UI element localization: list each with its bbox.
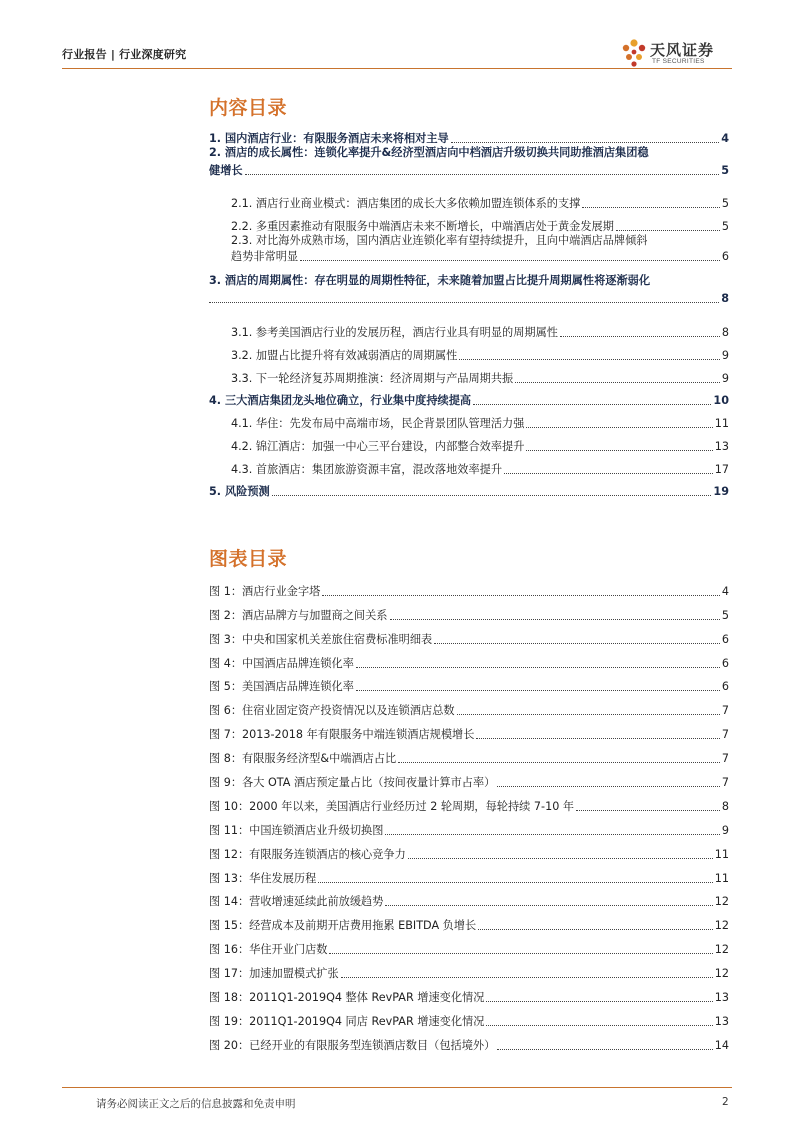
figure-entry[interactable] xyxy=(209,766,729,790)
figure-entry-label: 图 14：营收增速延续此前放缓趋势 xyxy=(209,895,384,909)
toc-entry[interactable] xyxy=(209,234,729,274)
toc-entry[interactable] xyxy=(209,274,729,317)
figure-entry-page: 5 xyxy=(721,608,729,622)
figure-entry-label: 图 5：美国酒店品牌连锁化率 xyxy=(209,680,354,694)
figure-entry-page: 11 xyxy=(714,847,729,861)
figure-entry-page: 7 xyxy=(721,776,729,790)
toc-entry[interactable]: 3.1. 参考美国酒店行业的发展历程，酒店行业具有明显的周期属性 8 xyxy=(231,326,729,339)
toc-entry-page: 6 xyxy=(721,250,729,263)
figures-title: 图表目录 xyxy=(209,548,288,570)
toc-entry-page: 8 xyxy=(721,326,729,339)
figure-entry[interactable] xyxy=(209,1005,729,1029)
logo-name: 天风证券 xyxy=(650,41,715,59)
figure-entry-page: 6 xyxy=(721,680,729,694)
header-divider xyxy=(62,68,732,69)
figure-entry[interactable] xyxy=(209,790,729,814)
figure-entry[interactable] xyxy=(209,933,729,957)
figure-entry-page: 7 xyxy=(721,704,729,718)
figure-entry[interactable] xyxy=(209,575,729,599)
toc-entry-label: 酒店行业商业模式：酒店集团的成长大多依赖加盟连锁体系的支撑 xyxy=(255,197,581,210)
figure-entry-page: 6 xyxy=(721,656,729,670)
toc-entry[interactable]: 5. 风险预测 19 xyxy=(209,485,729,498)
toc-entry-label-cont: 趋势非常明显 xyxy=(231,250,299,263)
company-logo xyxy=(620,36,732,70)
figure-entry-page: 8 xyxy=(721,799,729,813)
figure-entry[interactable] xyxy=(209,718,729,742)
toc-entry-page: 9 xyxy=(721,349,729,362)
figure-entry[interactable] xyxy=(209,647,729,671)
figure-entry-label: 图 3：中央和国家机关差旅住宿费标准明细表 xyxy=(209,632,433,646)
toc-entry-label: 加盟占比提升将有效减弱酒店的周期属性 xyxy=(255,349,458,362)
toc-entry-label-cont: 健增长 xyxy=(209,164,243,177)
figure-entry-page: 13 xyxy=(714,1014,729,1028)
toc-list xyxy=(209,124,729,499)
figure-entry-page: 7 xyxy=(721,752,729,766)
figure-entry-page: 12 xyxy=(714,895,729,909)
figure-entry-page: 6 xyxy=(721,632,729,646)
figure-entry-label: 图 19：2011Q1-2019Q4 同店 RevPAR 增速变化情况 xyxy=(209,1014,485,1028)
toc-entry-page: 19 xyxy=(713,485,729,498)
footer-disclaimer: 请务必阅读正文之后的信息披露和免责申明 xyxy=(96,1098,296,1110)
figure-entry[interactable] xyxy=(209,981,729,1005)
logo-flower-icon xyxy=(620,38,648,68)
toc-entry[interactable]: 3.3. 下一轮经济复苏周期推演：经济周期与产品周期共振 9 xyxy=(231,372,729,385)
figure-entry-label: 图 18：2011Q1-2019Q4 整体 RevPAR 增速变化情况 xyxy=(209,991,485,1005)
figure-entry[interactable] xyxy=(209,862,729,886)
report-category: 行业报告 | 行业深度研究 xyxy=(62,48,187,61)
figure-entry[interactable] xyxy=(209,694,729,718)
figure-entry-label: 图 11：中国连锁酒店业升级切换图 xyxy=(209,823,384,837)
figure-entry-page: 14 xyxy=(714,1038,729,1052)
toc-entry-label: 多重因素推动有限服务中端酒店未来不断增长，中端酒店处于黄金发展期 xyxy=(255,220,614,233)
toc-entry-label: 下一轮经济复苏周期推演：经济周期与产品周期共振 xyxy=(255,372,514,385)
figure-entry-label: 图 8：有限服务经济型&中端酒店占比 xyxy=(209,752,397,766)
figure-entry[interactable] xyxy=(209,623,729,647)
toc-entry-label: 首旅酒店：集团旅游资源丰富，混改落地效率提升 xyxy=(255,463,503,476)
toc-entry[interactable]: 4.2. 锦江酒店：加强一中心三平台建设，内部整合效率提升 13 xyxy=(231,440,729,453)
toc-title: 内容目录 xyxy=(209,97,288,119)
toc-entry-page: 13 xyxy=(714,440,729,453)
figure-entry-label: 图 16：华住开业门店数 xyxy=(209,943,328,957)
figure-entry[interactable] xyxy=(209,886,729,910)
figure-entry-label: 图 1：酒店行业金字塔 xyxy=(209,584,321,598)
figure-entry-label: 图 6：住宿业固定资产投资情况以及连锁酒店总数 xyxy=(209,704,455,718)
figure-entry-label: 图 7：2013-2018 年有限服务中端连锁酒店规模增长 xyxy=(209,728,475,742)
logo-subtitle: TF SECURITIES xyxy=(652,58,705,65)
toc-entry-page: 11 xyxy=(714,417,729,430)
toc-entry-label: 华住：先发布局中高端市场，民企背景团队管理活力强 xyxy=(255,417,525,430)
toc-entry[interactable]: 1. 国内酒店行业：有限服务酒店未来将相对主导 4 xyxy=(209,132,729,145)
figure-entry-page: 11 xyxy=(714,871,729,885)
figure-entry[interactable] xyxy=(209,742,729,766)
toc-entry-page: 4 xyxy=(721,132,729,145)
toc-entry-page: 8 xyxy=(721,292,729,305)
figure-entry-label: 图 13：华住发展历程 xyxy=(209,871,317,885)
toc-entry-label: 2. 酒店的成长属性：连锁化率提升&经济型酒店向中档酒店升级切换共同助推酒店集团稳 xyxy=(209,146,649,159)
toc-entry[interactable]: 2.2. 多重因素推动有限服务中端酒店未来不断增长，中端酒店处于黄金发展期 5 xyxy=(231,220,729,233)
toc-entry[interactable]: 4. 三大酒店集团龙头地位确立，行业集中度持续提高 10 xyxy=(209,394,729,407)
figure-entry[interactable] xyxy=(209,838,729,862)
page-header xyxy=(62,36,732,66)
figure-entry[interactable] xyxy=(209,909,729,933)
figure-entry[interactable] xyxy=(209,814,729,838)
figures-list xyxy=(209,575,729,1053)
figure-entry-label: 图 2：酒店品牌方与加盟商之间关系 xyxy=(209,608,388,622)
figure-entry[interactable] xyxy=(209,1029,729,1053)
figure-entry[interactable] xyxy=(209,957,729,981)
toc-entry-label: 3. 酒店的周期属性：存在明显的周期性特征，未来随着加盟占比提升周期属性将逐渐弱化 xyxy=(209,274,651,287)
figure-entry[interactable] xyxy=(209,671,729,695)
toc-entry-label: 国内酒店行业：有限服务酒店未来将相对主导 xyxy=(224,132,449,145)
toc-entry[interactable] xyxy=(209,146,729,188)
toc-entry-label: 2.3. 对比海外成熟市场，国内酒店业连锁化率有望持续提升，且向中端酒店品牌倾斜 xyxy=(231,234,648,247)
figure-entry-page: 13 xyxy=(714,991,729,1005)
toc-entry[interactable]: 2.1. 酒店行业商业模式：酒店集团的成长大多依赖加盟连锁体系的支撑 5 xyxy=(231,197,729,210)
figure-entry-label: 图 10：2000 年以来，美国酒店行业经历过 2 轮周期，每轮持续 7-10 年 xyxy=(209,799,575,813)
toc-entry-label: 风险预测 xyxy=(224,485,270,498)
figure-entry[interactable] xyxy=(209,599,729,623)
page-number: 2 xyxy=(722,1096,729,1108)
toc-entry-page: 10 xyxy=(713,394,729,407)
toc-entry[interactable]: 4.3. 首旅酒店：集团旅游资源丰富，混改落地效率提升 17 xyxy=(231,463,729,476)
figure-entry-label: 图 15：经营成本及前期开店费用拖累 EBITDA 负增长 xyxy=(209,919,477,933)
toc-entry-page: 17 xyxy=(714,463,729,476)
figure-entry-label: 图 9：各大 OTA 酒店预定量占比（按间夜量计算市占率） xyxy=(209,776,496,790)
toc-entry-label: 锦江酒店：加强一中心三平台建设，内部整合效率提升 xyxy=(255,440,525,453)
figure-entry-label: 图 20：已经开业的有限服务型连锁酒店数目（包括境外） xyxy=(209,1038,496,1052)
toc-entry-page: 9 xyxy=(721,372,729,385)
toc-entry[interactable]: 4.1. 华住：先发布局中高端市场，民企背景团队管理活力强 11 xyxy=(231,417,729,430)
figure-entry-page: 4 xyxy=(721,584,729,598)
toc-entry-label: 三大酒店集团龙头地位确立，行业集中度持续提高 xyxy=(224,394,472,407)
toc-entry-label: 参考美国酒店行业的发展历程，酒店行业具有明显的周期属性 xyxy=(255,326,558,339)
toc-entry-page: 5 xyxy=(721,164,729,177)
toc-entry-page: 5 xyxy=(721,197,729,210)
figure-entry-page: 12 xyxy=(714,943,729,957)
figure-entry-label: 图 4：中国酒店品牌连锁化率 xyxy=(209,656,354,670)
toc-entry[interactable]: 3.2. 加盟占比提升将有效减弱酒店的周期属性 9 xyxy=(231,349,729,362)
figure-entry-label: 图 12：有限服务连锁酒店的核心竞争力 xyxy=(209,847,406,861)
figure-entry-page: 9 xyxy=(721,823,729,837)
toc-entry-page: 5 xyxy=(721,220,729,233)
figure-entry-page: 7 xyxy=(721,728,729,742)
figure-entry-page: 12 xyxy=(714,919,729,933)
figure-entry-label: 图 17：加速加盟模式扩张 xyxy=(209,967,339,981)
footer-divider xyxy=(62,1087,732,1088)
figure-entry-page: 12 xyxy=(714,967,729,981)
